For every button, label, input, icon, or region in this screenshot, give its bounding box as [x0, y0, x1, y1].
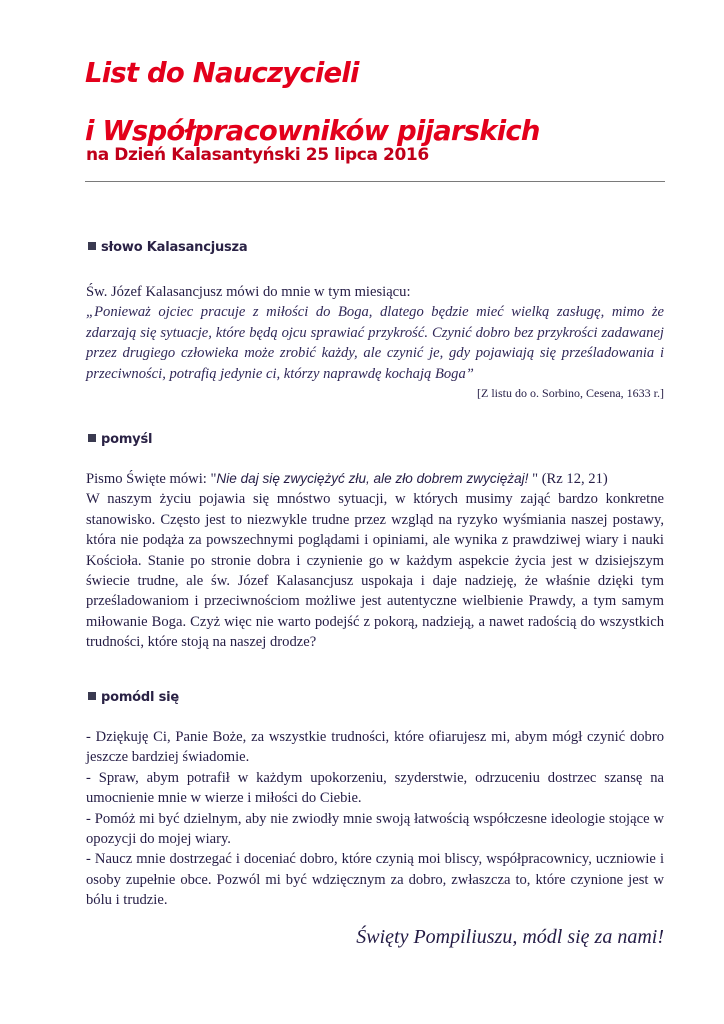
reflection-paragraph: W naszym życiu pojawia się mnóstwo sytuacji, w których musimy zająć bardzo konkretne stanowisko. Często jest to niezwykle trudne przez wzgląd na ryzyko wyśmiania naszej postawy, która nie podąża za powszechnymi poglądami i opiniami, ale wynika z prawdziwej wiary i nauki Kościoła. Stanie po stronie dobra i czynienie go w każdym aspekcie życia jest w dzisiejszym świecie trudne, ale św. Józef Kalasancjusz uspokaja i daje nadzieję, że właśnie dzięki tym prześladowaniom i przeciwnościom możliwe jest autentyczne wielbienie Prawdy, a tym samym miłowanie Boga. Czyż więc nie warto podejść z pokorą, nadzieją, a nawet radością do wszystkich trudności, które stoją na naszej drodze?: [86, 491, 664, 651]
document-subtitle: na Dzień Kalasantyński 25 lipca 2016: [86, 145, 429, 165]
quote-intro: Św. Józef Kalasancjusz mówi do mnie w tym miesiącu:: [86, 284, 411, 300]
section-pomysl-body: [86, 469, 664, 653]
section-heading-pomodl: [88, 690, 179, 705]
scripture-reference: " (Rz 12, 21): [528, 471, 608, 487]
title-line-2: i Współpracowników pijarskich: [85, 115, 540, 147]
section-heading-label: słowo Kalasancjusza: [101, 240, 248, 255]
title-divider: [85, 181, 665, 182]
scripture-prefix: Pismo Święte mówi: ": [86, 471, 217, 487]
square-bullet-icon: [88, 242, 96, 250]
section-heading-pomysl: [88, 432, 152, 447]
square-bullet-icon: [88, 434, 96, 442]
prayer-item: - Spraw, abym potrafił w każdym upokorzeniu, szyderstwie, odrzuceniu dostrzec szansę na umocnienie mnie w wierze i miłości do Ciebie.: [86, 769, 664, 807]
section-pomodl-body: [86, 727, 664, 911]
section-heading-label: pomyśl: [101, 432, 153, 447]
square-bullet-icon: [88, 692, 96, 700]
prayer-item: - Pomóż mi być dzielnym, aby nie zwiodły mnie swoją łatwością współczesne ideologie stojące w opozycji do mojej wiary.: [86, 810, 664, 848]
section-slowo-body: [86, 282, 664, 402]
closing-invocation: Święty Pompiliuszu, módl się za nami!: [356, 926, 664, 948]
prayer-item: - Dziękuję Ci, Panie Boże, za wszystkie trudności, które ofiarujesz mi, abym mógł czynić dobro jeszcze bardziej świadomie.: [86, 729, 664, 766]
scripture-quote: Nie daj się zwyciężyć złu, ale zło dobrem zwyciężaj!: [216, 471, 529, 486]
quote-source: [Z listu do o. Sorbino, Cesena, 1633 r.]: [477, 386, 664, 401]
section-heading-label: pomódl się: [101, 690, 180, 705]
document-title: [85, 44, 685, 160]
scripture-line: [86, 469, 664, 489]
kalasancjusz-quote: „Ponieważ ojciec pracuje z miłości do Boga, dlatego będzie mieć wielką zasługę, mimo że zdarzają się sytuacje, które będą ojcu sprawiać przykrość. Czynić dobro bez przykrości zadawanej przez drugiego człowieka może zrobić każdy, ale czynić je, gdy pojawiają się prześladowania i przeciwności, potrafią jedynie ci, którzy naprawdę kochają Boga”: [86, 304, 664, 382]
prayer-item: - Naucz mnie dostrzegać i doceniać dobro, które czynią moi bliscy, współpracownicy, uczniowie i osoby zupełnie obce. Pozwól mi być wdzięcznym za dobro, zwłaszcza to, które czynione jest w bólu i trudzie.: [86, 851, 664, 909]
section-heading-slowo: [88, 240, 248, 255]
title-line-1: List do Nauczycieli: [85, 57, 359, 89]
